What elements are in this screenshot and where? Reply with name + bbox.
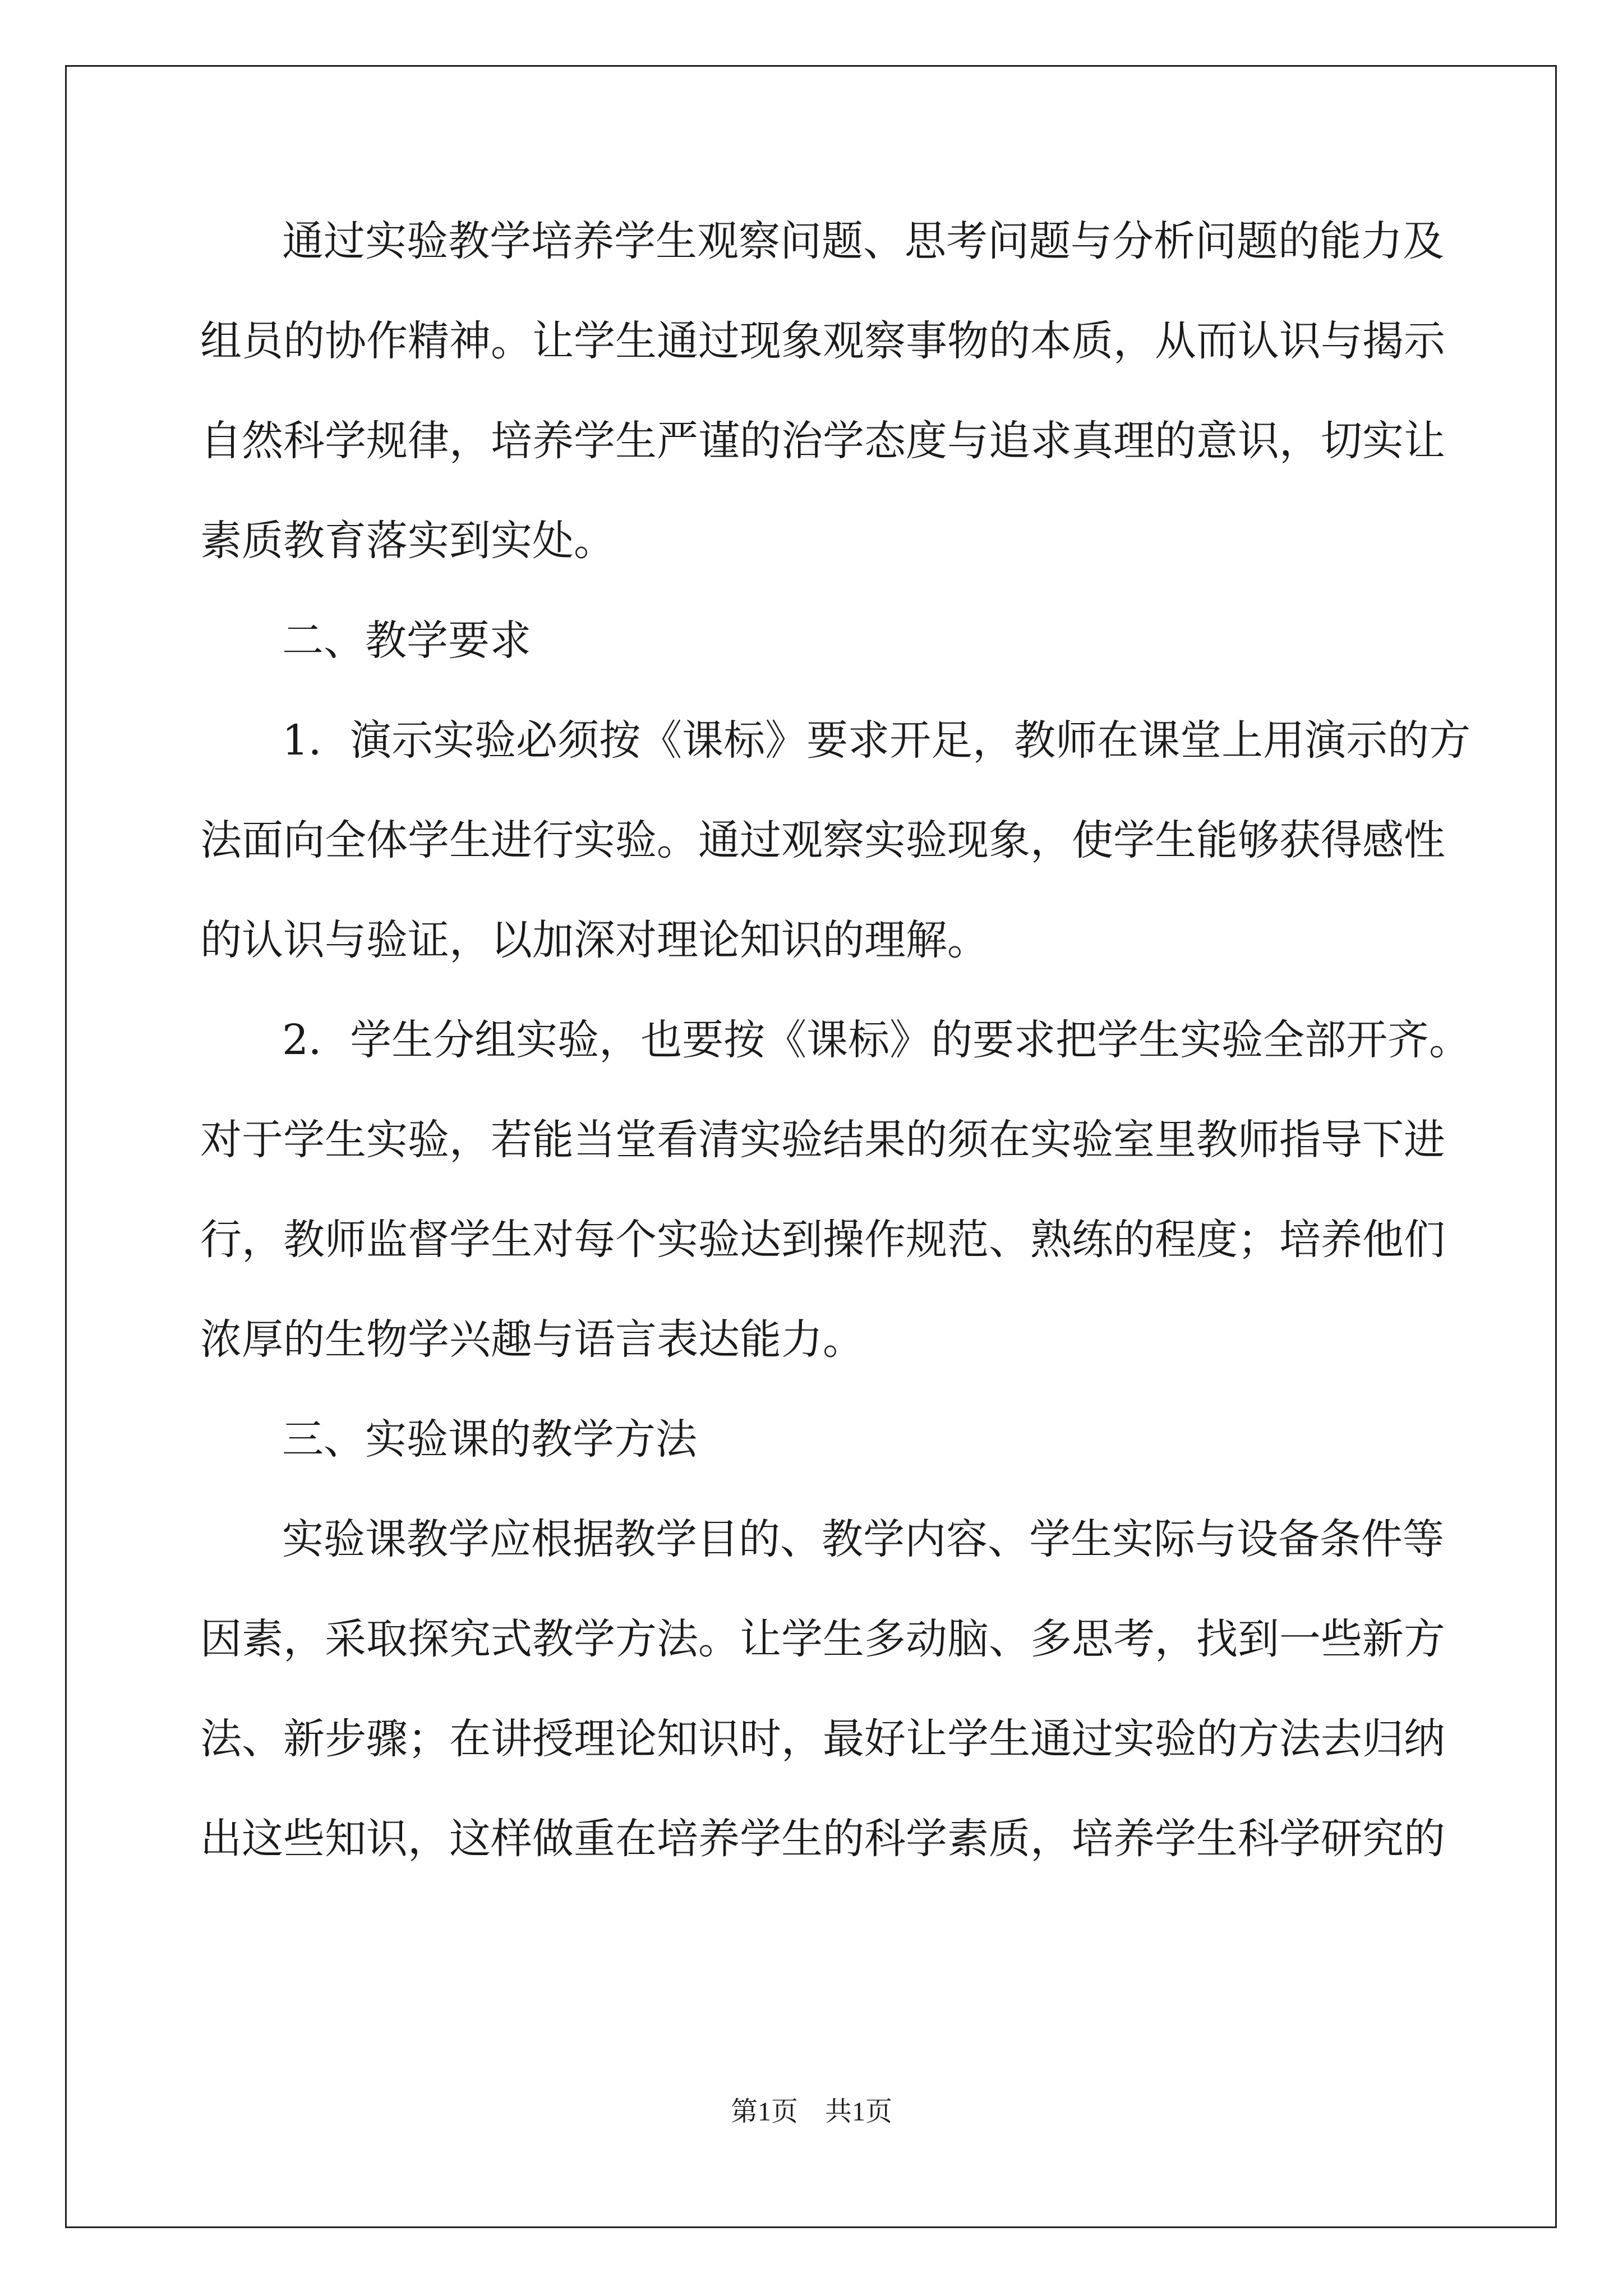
text-line: 素质教育落实到实处。	[200, 517, 615, 565]
text-line: 浓厚的生物学兴趣与语言表达能力。	[200, 1315, 864, 1364]
text-line: 出这些知识，这样做重在培养学生的科学素质，培养学生科学研究的	[200, 1815, 1445, 1863]
page-number: 第1页 共1页	[730, 2097, 892, 2127]
text-line: 因素，采取探究式教学方法。让学生多动脑、多思考，找到一些新方	[200, 1615, 1445, 1663]
text-line: 的认识与验证，以加深对理论知识的理解。	[200, 916, 989, 964]
text-line: 2．学生分组实验，也要按《课标》的要求把学生实验全部开齐。	[282, 1016, 1471, 1064]
section-heading: 二、教学要求	[282, 616, 531, 665]
text-line: 行，教师监督学生对每个实验达到操作规范、熟练的程度；培养他们	[200, 1216, 1445, 1264]
text-line: 1．演示实验必须按《课标》要求开足，教师在课堂上用演示的方	[282, 716, 1471, 765]
text-line: 自然科学规律，培养学生严谨的治学态度与追求真理的意识，切实让	[200, 417, 1445, 465]
section-heading: 三、实验课的教学方法	[282, 1415, 697, 1464]
text-line: 法面向全体学生进行实验。通过观察实验现象，使学生能够获得感性	[200, 816, 1445, 864]
text-line: 法、新步骤；在讲授理论知识时，最好让学生通过实验的方法去归纳	[200, 1715, 1445, 1763]
text-line: 实验课教学应根据教学目的、教学内容、学生实际与设备条件等	[282, 1515, 1444, 1563]
text-line: 组员的协作精神。让学生通过现象观察事物的本质，从而认识与揭示	[200, 317, 1445, 365]
text-line: 通过实验教学培养学生观察问题、思考问题与分析问题的能力及	[282, 217, 1444, 265]
text-line: 对于学生实验，若能当堂看清实验结果的须在实验室里教师指导下进	[200, 1116, 1445, 1164]
